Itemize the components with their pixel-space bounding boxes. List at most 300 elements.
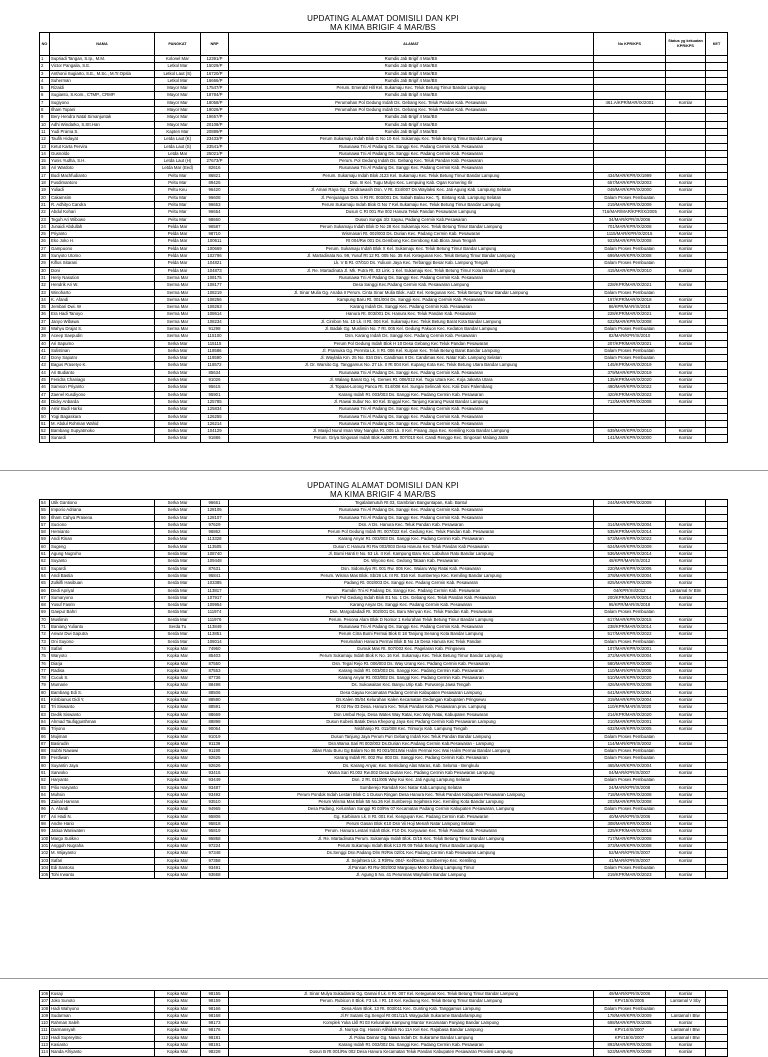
cell-pangkat: Serka Mar — [155, 420, 201, 427]
cell-no: 94 — [40, 791, 50, 798]
cell-nama: Rahman Saleh — [50, 1020, 155, 1027]
cell-nama: Yunis Yudha, S.H. — [50, 158, 155, 165]
cell-nama: Aceep Saepudin — [50, 333, 155, 340]
cell-status — [666, 355, 706, 362]
cell-kpr: 923/MAR/KPR/IX/2008 — [594, 238, 666, 245]
cell-nama: Victor Pangaila, S.E. — [50, 63, 155, 70]
cell-nama: Supardi — [50, 565, 155, 572]
cell-nama: Fusdimantoro — [50, 180, 155, 187]
cell-nama: Yogi Bagaskara — [50, 413, 155, 420]
cell-alamat: Dusun C Rt 001 Rw 002 Hanura Teluk Pandan Pesawaran Lampung — [229, 209, 594, 216]
cell-nama: Yudi Prama S. — [50, 128, 155, 135]
cell-alamat: Perum Sukamaju Indah Blok K13 Rt 09 Teluk Betung Timur Bandar Lampung — [229, 842, 594, 849]
cell-no: 41 — [40, 347, 50, 354]
cell-nrp: 96608 — [201, 194, 229, 201]
cell-kpr: 04/MAR/KPR/IX/2007 — [594, 769, 666, 776]
cell-ket — [706, 653, 728, 660]
cell-nrp: 109954 — [201, 602, 229, 609]
cell-nrp: 20108/P — [201, 121, 229, 128]
cell-kpr: 699/MAR/KPR/IX/2008 — [594, 253, 666, 260]
cell-kpr — [594, 274, 666, 281]
cell-kpr: KPV14/XI/2007 — [594, 1027, 666, 1034]
cell-status: Komlar — [666, 799, 706, 806]
cell-kpr: 573/MAR/KPR/IX/2022 — [594, 536, 666, 543]
cell-status — [666, 77, 706, 84]
table-row — [40, 92, 728, 99]
cell-nama: Winoharto — [50, 289, 155, 296]
cell-nrp: 128105 — [201, 507, 229, 514]
cell-alamat: Dsn. A Ds. Hanura Kec. Teluk Pandan Kab. Pesawaran — [229, 521, 594, 528]
cell-pangkat: Serka Mar — [155, 406, 201, 413]
cell-nama: Sarwoko — [50, 769, 155, 776]
cell-nama: Eko Joko H. — [50, 238, 155, 245]
cell-ket — [706, 991, 728, 998]
cell-status — [666, 420, 706, 427]
cell-nama: Triyono — [50, 726, 155, 733]
cell-pangkat: Mayor Mar — [155, 92, 201, 99]
cell-ket — [706, 718, 728, 725]
cell-nrp: 88669 — [201, 711, 229, 718]
cell-ket — [706, 558, 728, 565]
cell-nrp: 93491 — [201, 864, 229, 871]
cell-pangkat: Serda Tu — [155, 624, 201, 631]
table-row — [40, 740, 728, 747]
cell-nama: Kusaji — [50, 991, 155, 998]
cell-nama: Sugianto, S.Kom., CTMP., CRMP. — [50, 92, 155, 99]
cell-pangkat: Peltu Keu — [155, 187, 201, 194]
table-row — [40, 500, 728, 507]
cell-pangkat: Letda Laut (S) — [155, 143, 201, 150]
cell-alamat: Jl. Badak Gg. Muslimin No. 7 Rt. 005 Kel. Gedung Pakuon Kec. Kedaton Bandar Lampung — [229, 325, 594, 332]
cell-alamat: Nisbhanjo Rt. 011/008 Kec. Trimurjo Kab. Lampung Tengah — [229, 726, 594, 733]
cell-no: 69 — [40, 609, 50, 616]
cell-no: 15 — [40, 158, 50, 165]
cell-pangkat: Peltu Mar — [155, 216, 201, 223]
cell-ket — [706, 231, 728, 238]
cell-nama: Gusnoldo — [50, 150, 155, 157]
cell-pangkat: Kopka Mar — [155, 769, 201, 776]
cell-kpr: Dalam Proses Pembuatan — [594, 806, 666, 813]
cell-nrp: 111976 — [201, 616, 229, 623]
cell-ket — [706, 99, 728, 106]
cell-nama: Sunardi — [50, 435, 155, 442]
cell-ket — [706, 325, 728, 332]
cell-alamat: Jl. Bumi Hanti II No. 53 Lk. II Kel. Kampung Baru Kec. Labuhan Ratu Bandar Lampung — [229, 551, 594, 558]
cell-no: 56 — [40, 514, 50, 521]
cell-kpr: 825/MAR/KPR/IX/2009 — [594, 580, 666, 587]
table-row — [40, 347, 728, 354]
cell-nama: Diarja — [50, 660, 155, 667]
table-row — [40, 543, 728, 550]
cell-ket — [706, 92, 728, 99]
cell-nama: Darmansyah — [50, 1027, 155, 1034]
table-row — [40, 304, 728, 311]
cell-status: Komlar — [666, 253, 706, 260]
cell-nama: Mumarie — [50, 682, 155, 689]
cell-no: 89 — [40, 755, 50, 762]
cell-nama: Wahyu Drajat S. — [50, 325, 155, 332]
table-row — [40, 507, 728, 514]
cell-nrp: 95819 — [201, 828, 229, 835]
cell-no: 3 — [40, 70, 50, 77]
cell-nama: Mujiman — [50, 733, 155, 740]
cell-no: 49 — [40, 406, 50, 413]
cell-nama: Dedik Siswanto — [50, 711, 155, 718]
cell-pangkat: Serda Mar — [155, 616, 201, 623]
cell-kpr: 110/MAR/KPR/IX/2005 — [594, 667, 666, 674]
table-row — [40, 572, 728, 579]
cell-nama: Taufik Hidayat — [50, 136, 155, 143]
table-row — [40, 114, 728, 121]
cell-nrp: 85634 — [201, 369, 229, 376]
cell-alamat: Padang Rt. 002/003 Ds. Sanggi Kec. Padang Cermin Kab. Pesawaran — [229, 580, 594, 587]
cell-nrp: 97224 — [201, 842, 229, 849]
cell-ket — [706, 536, 728, 543]
cell-pangkat: Pelda Mar — [155, 267, 201, 274]
cell-nama: Agung Nugroho — [50, 551, 155, 558]
cell-kpr: 701/MAR/KPR/IX/2008 — [594, 223, 666, 230]
table-row — [40, 216, 728, 223]
cell-kpr: 510/MAR/KPR/IX/2020 — [594, 675, 666, 682]
cell-status — [666, 1005, 706, 1012]
cell-nama: Oni Suyono — [50, 638, 155, 645]
cell-kpr: Dalam Proses Pembuatan — [594, 1005, 666, 1012]
cell-nrp: 100669 — [201, 245, 229, 252]
cell-no: 25 — [40, 231, 50, 238]
cell-status: Lantamal I Btw — [666, 1012, 706, 1019]
cell-alamat: Dsn. 2 Rt. 011/005 Way Kui Kec. Jati Agung Lampung Selatan — [229, 777, 594, 784]
cell-ket — [706, 638, 728, 645]
cell-alamat: Ds. Karang Anyar, Kec. Semidang Alas Maras, Kab. Seluma - Bengkulu — [229, 762, 594, 769]
table-row — [40, 638, 728, 645]
cell-ket — [706, 158, 728, 165]
cell-nrp: 98191 — [201, 1042, 229, 1049]
cell-ket — [706, 355, 728, 362]
cell-pangkat: Kolonel Mar — [155, 56, 201, 63]
cell-ket — [706, 296, 728, 303]
cell-no: 28 — [40, 253, 50, 260]
cell-status: Komlar — [666, 238, 706, 245]
cell-alamat: Karang Indah Rt. 002 Rw. 003 Ds. Sanggi Kec. Padang Cermin Kab. Pesawaran — [229, 755, 594, 762]
cell-no: 103 — [41, 857, 49, 863]
cell-status: Komlar — [666, 726, 706, 733]
cell-ket — [706, 194, 728, 201]
cell-kpr: 203/MAR/KPR/IX/2008 — [594, 799, 666, 806]
cell-nama: Edi Santoso — [50, 864, 155, 871]
page-2 — [39, 481, 727, 879]
cell-kpr: 415/MAR/KPR/IX/2010 — [594, 267, 666, 274]
table-row — [40, 267, 728, 274]
cell-nama: Ketut Karta Pervira — [50, 143, 155, 150]
cell-nama: A. Afandi — [50, 806, 155, 813]
cell-ket — [706, 733, 728, 740]
cell-no: 14 — [40, 150, 50, 157]
cell-status: Komlar — [666, 201, 706, 208]
cell-pangkat: Serda Mar — [155, 638, 201, 645]
cell-nama: Rizaldi — [50, 85, 155, 92]
cell-kpr: 214/KPR/MAR/IX/2020 — [594, 711, 666, 718]
cell-no: 75 — [40, 653, 50, 660]
cell-pangkat: Kopka Mar — [155, 660, 201, 667]
cell-nama: Ari Budianto — [50, 369, 155, 376]
cell-status — [666, 507, 706, 514]
cell-no: 110 — [41, 1020, 48, 1026]
cell-no: 73 — [40, 638, 50, 645]
cell-alamat: Rusunawa Tni Al Padang Ds. Sanggi Kec. Padang Cermin Kab. Pesawaran — [229, 369, 594, 376]
table-row — [40, 245, 728, 252]
cell-status: Komlar — [666, 653, 706, 660]
cell-ket — [706, 282, 728, 289]
cell-no: 2 — [40, 63, 50, 70]
cell-no: 77 — [40, 667, 50, 674]
cell-status: Komlar — [666, 340, 706, 347]
cell-nama: Dony Saputro — [50, 355, 155, 362]
cell-no: 47 — [40, 391, 50, 398]
table-row — [40, 689, 728, 696]
cell-kpr: KPV15/XI/2007 — [594, 1034, 666, 1041]
cell-kpr: 135/KPR/MAR/IX/2020 — [594, 377, 666, 384]
cell-nama: R. Adhityo Candra — [50, 201, 155, 208]
cell-alamat: Perum Pol Gedung Indah Blok H 10 Desa Gebang Kec Teluk Pandan Pesawaran — [229, 340, 594, 347]
cell-no: 10 — [40, 121, 50, 128]
cell-status: Komlar — [666, 704, 706, 711]
cell-nrp: 125785 — [201, 398, 229, 405]
table-row — [40, 784, 728, 791]
cell-no: 43 — [40, 362, 50, 369]
cell-ket — [706, 347, 728, 354]
cell-nama: Safari — [50, 857, 155, 864]
cell-pangkat: Serka Mar — [155, 507, 201, 514]
cell-pangkat: Serka Mar — [155, 514, 201, 521]
cell-nrp: 118586 — [201, 347, 229, 354]
cell-alamat: Dsn Umbul Rejo, Desa Wates Way Ratai, Kec Way Ratai, Kabupaten Pesawaran — [229, 711, 594, 718]
table-row — [40, 660, 728, 667]
cell-no: 93 — [40, 784, 50, 791]
cell-nama: M. Abdul Rohman Wahid — [50, 420, 155, 427]
cell-pangkat: Kopka Mar — [155, 711, 201, 718]
cell-nama: Priyanto — [50, 231, 155, 238]
table-row — [40, 521, 728, 528]
cell-nrp: 96654 — [201, 209, 229, 216]
cell-alamat: Jl. Rawai Subur No. 60 Kel. Enggal Kec. Tanjung Karang Pusat Bandar Lampung — [229, 398, 594, 405]
cell-kpr: 893/MAR/KPR/IX/2005 — [594, 1042, 666, 1049]
cell-status: Komlar — [666, 602, 706, 609]
cell-alamat: Perum Pol Gedung Indah Blok E1 No. 1 Ds. Gebang Kec. Teluk Pandan Kab. Pesawaran — [229, 594, 594, 601]
cell-no: 31 — [40, 274, 50, 281]
cell-status: Komlar — [666, 718, 706, 725]
cell-kpr — [594, 114, 666, 121]
cell-nrp: 108219 — [201, 289, 229, 296]
cell-nama: Anggoh Nugraha — [50, 842, 155, 849]
header-alamat: ALAMAT — [229, 33, 594, 56]
cell-nrp: 87550 — [201, 660, 229, 667]
cell-alamat: Rumdis Jab Brigif 4 Mar/BS — [229, 77, 594, 84]
table-row — [40, 682, 728, 689]
cell-nrp: 91298 — [201, 325, 229, 332]
cell-no: 18 — [40, 180, 50, 187]
cell-pangkat: Kopka Mar — [155, 726, 201, 733]
cell-pangkat: Kopka Mar — [155, 682, 201, 689]
cell-pangkat: Serka Mar — [155, 355, 201, 362]
table-row — [40, 369, 728, 376]
cell-nrp: 87736 — [201, 675, 229, 682]
cell-nama: Baniang Yulianto — [50, 624, 155, 631]
cell-ket — [706, 740, 728, 747]
cell-kpr: Dalam Proses Pembuatan — [594, 755, 666, 762]
cell-no: 54 — [40, 500, 50, 507]
table-row — [40, 718, 728, 725]
table-row — [40, 77, 728, 84]
cell-pangkat: Kopka Mar — [155, 813, 201, 820]
table-row — [40, 806, 728, 813]
cell-ket — [706, 842, 728, 849]
cell-status: Komlar — [666, 697, 706, 704]
cell-nama: Jembari Dwi. W — [50, 304, 155, 311]
cell-alamat: Perumahan Pol Gedung Indah Ds. Gebang Kec. Teluk Pandan Kab. Pesawaran — [229, 99, 594, 106]
cell-status: Komlar — [666, 791, 706, 798]
cell-nrp: 87553 — [201, 667, 229, 674]
page-separator — [0, 978, 768, 979]
cell-pangkat: Kopka Mar — [155, 689, 201, 696]
page-separator — [0, 470, 768, 471]
table-row — [40, 406, 728, 413]
cell-no: 80 — [40, 689, 50, 696]
cell-alamat: Jl. Agung 5 No. 41 Perumnas Wayhalim Bandar Lampung — [229, 872, 594, 879]
cell-pangkat: Kopka Mar — [155, 850, 201, 857]
cell-nama: Ilham Topani — [50, 107, 155, 114]
cell-no: 9 — [40, 114, 50, 121]
cell-nama: Yuliadi — [50, 187, 155, 194]
cell-ket — [706, 1020, 728, 1027]
cell-status: Komlar — [666, 616, 706, 623]
header-nama: NAMA — [50, 33, 155, 56]
cell-ket — [706, 704, 728, 711]
page-title: UPDATING ALAMAT DOMISILI DAN KPI — [307, 14, 459, 23]
cell-pangkat: Pelda Mar — [155, 238, 201, 245]
cell-nama: Jatiua Waniwaten — [50, 828, 155, 835]
cell-alamat: Rumdis Jab Brigif 4 Mar/BS — [229, 128, 594, 135]
cell-nama: Joko Sunoto — [50, 998, 155, 1005]
cell-status — [666, 864, 706, 871]
cell-pangkat: Serma Mar — [155, 289, 201, 296]
cell-nrp: 113505 — [201, 543, 229, 550]
cell-kpr: 220/MAR/KPR/IX/2006 — [594, 565, 666, 572]
cell-ket — [706, 667, 728, 674]
table-row — [40, 653, 728, 660]
table-row — [40, 172, 728, 179]
cell-alamat: Jl. Walang Banat Gg. Hj. Gemes Rt. 006/012 Kel. Tugu Utara Kec. Koja Jakarta Utara — [229, 377, 594, 384]
cell-status — [666, 70, 706, 77]
cell-kpr: 373/MAR/KPR/IX/2008 — [594, 842, 666, 849]
cell-nrp: 126255 — [201, 413, 229, 420]
cell-kpr — [594, 165, 666, 172]
cell-no: 58 — [40, 529, 50, 536]
cell-status: Lantamal IV Btm — [666, 587, 706, 594]
cell-pangkat: Kopka Mar — [155, 799, 201, 806]
table-row — [40, 289, 728, 296]
cell-kpr: 461.A/KPR/MAR/IX/2001 — [594, 99, 666, 106]
cell-nama: Haryanto — [50, 777, 155, 784]
cell-kpr: 228/KPR/MAR/IX/2021 — [594, 282, 666, 289]
cell-alamat: Dusun Tanjung Jaya Perum Puri Gebang Indah Kec Teluk Pandan Bandar Lampung — [229, 733, 594, 740]
cell-nama: Ferdiwan — [50, 755, 155, 762]
cell-nrp: 97629 — [201, 521, 229, 528]
cell-nama: Muhsin — [50, 791, 155, 798]
cell-pangkat: Letkol Mar — [155, 77, 201, 84]
cell-kpr: Dalam Proses Pembuatan — [594, 777, 666, 784]
cell-no: 4 — [40, 77, 50, 84]
cell-status: Komlar — [666, 711, 706, 718]
cell-alamat: Rusunawa Tni Al Padang Ds. Sanggi Kec. Padang Cermin Kab. Pesawaran — [229, 150, 594, 157]
cell-no: 79 — [40, 682, 50, 689]
cell-status: Komlar — [666, 187, 706, 194]
table-row — [40, 602, 728, 609]
cell-status: Komlar — [666, 784, 706, 791]
cell-kpr: 717/MAR/KPR/IX/2008 — [594, 835, 666, 842]
cell-nama: Ahmad Taufiqgunthman — [50, 718, 155, 725]
cell-nrp: 109448 — [201, 558, 229, 565]
cell-nama: Bambang Edi S. — [50, 689, 155, 696]
cell-ket — [706, 762, 728, 769]
cell-nrp: 16666/P — [201, 77, 229, 84]
cell-kpr: 04/KPR/XII/2012 — [594, 587, 666, 594]
cell-ket — [706, 435, 728, 442]
cell-ket — [706, 187, 728, 194]
cell-ket — [706, 616, 728, 623]
cell-kpr: 716/MAR/MAR/KPR/IX/2005 — [594, 209, 666, 216]
cell-pangkat: Serka Mar — [155, 369, 201, 376]
cell-ket — [706, 602, 728, 609]
cell-kpr — [594, 420, 666, 427]
cell-nama: Heriy Nasution — [50, 274, 155, 281]
cell-kpr: 141/MAR/KPR/IX/2000 — [594, 435, 666, 442]
cell-nrp: 108234 — [201, 318, 229, 325]
cell-pangkat: Kopka Mar — [155, 828, 201, 835]
cell-ket — [706, 238, 728, 245]
table-row — [40, 828, 728, 835]
personnel-table-1 — [39, 32, 728, 443]
cell-ket — [706, 594, 728, 601]
cell-status: Komlar — [666, 821, 706, 828]
cell-ket — [706, 70, 728, 77]
cell-status — [666, 150, 706, 157]
cell-nrp: 108175 — [201, 274, 229, 281]
table-row — [40, 377, 728, 384]
cell-status: Komlar — [666, 362, 706, 369]
cell-nama: Ari Hadi N. — [50, 813, 155, 820]
cell-kpr: 049/MAR/KPR/IX/2000 — [594, 187, 666, 194]
cell-status: Komlar — [666, 660, 706, 667]
cell-kpr: 580/MAR/KPR/IX/2000 — [594, 660, 666, 667]
cell-status: Komlar — [666, 521, 706, 528]
cell-ket — [706, 580, 728, 587]
cell-pangkat: Mayor Mar — [155, 85, 201, 92]
cell-ket — [706, 755, 728, 762]
table-row — [40, 238, 728, 245]
cell-alamat: Jl. Waylalia Km. 25 No. 034 Dsn. Candimas II Ds. Candimas Kec. Natar Kab. Lampung Selatan — [229, 355, 594, 362]
cell-ket — [706, 543, 728, 550]
cell-nrp: 74960 — [201, 645, 229, 652]
cell-nrp: 108177 — [201, 282, 229, 289]
cell-ket — [706, 128, 728, 135]
cell-kpr: 718/MAR/KPR/IX/2008 — [594, 791, 666, 798]
cell-status — [666, 413, 706, 420]
table-row — [40, 223, 728, 230]
cell-kpr: 372/MAR/KPR/IX/2004 — [594, 653, 666, 660]
cell-pangkat: Serka Mar — [155, 340, 201, 347]
cell-ket — [706, 77, 728, 84]
cell-pangkat: Kopka Mar — [155, 748, 201, 755]
